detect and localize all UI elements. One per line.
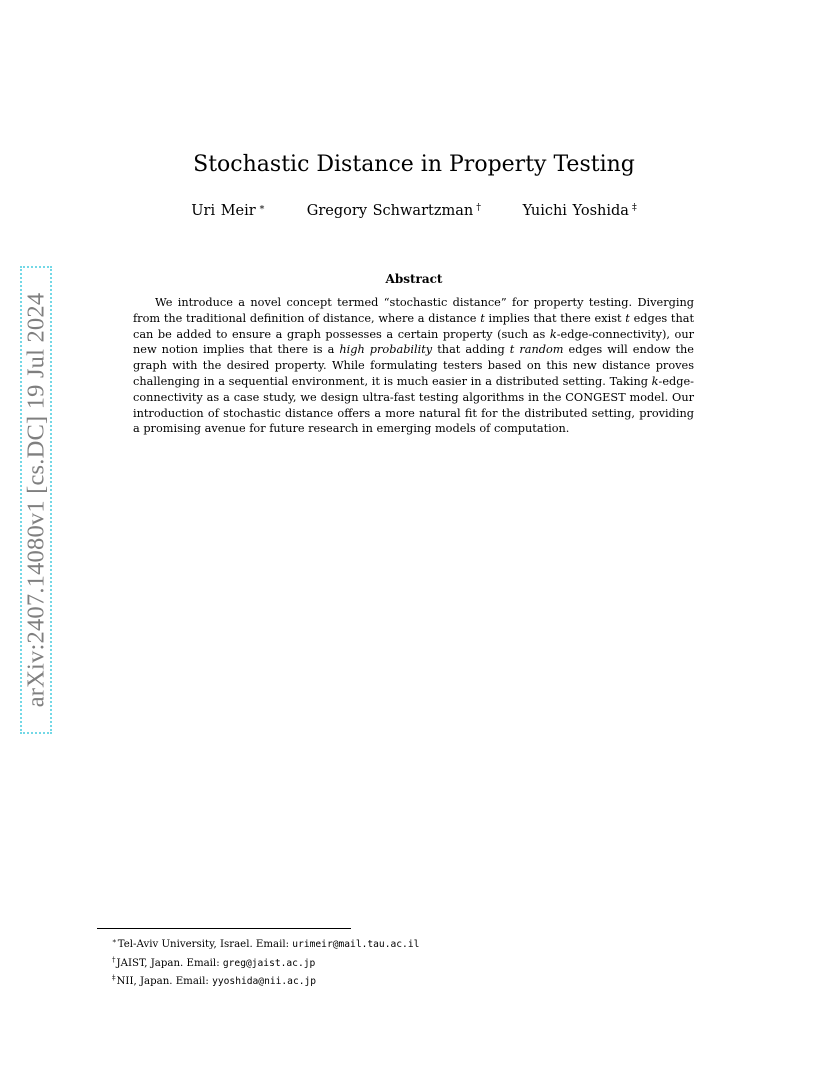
abstract-text: -edge-connectivity as a case study, we design ultra-fast testing algorithms in the CONGEST model. Our introduction of stochastic distance offers a more natural fit for the distributed setting, providing a promising avenue for future research in emerging models of computation.: [133, 374, 694, 436]
abstract-math-var: k: [651, 374, 659, 388]
footnote-1: [112, 934, 419, 953]
abstract-text: edges that can be added to ensure a graph possesses a certain property (such as: [133, 311, 695, 341]
abstract-math-var: t: [480, 311, 485, 325]
abstract-math-var: k: [549, 327, 557, 341]
footnote-2: [112, 953, 419, 972]
abstract-math-var: t: [625, 311, 630, 325]
footnote-mark: ∗: [112, 937, 117, 945]
arxiv-stamp-text: arXiv:2407.14080v1 [cs.DC] 19 Jul 2024: [22, 292, 50, 708]
author-affiliation-mark: ∗: [258, 202, 266, 213]
abstract-heading: Abstract: [385, 272, 443, 286]
abstract-text: We introduce a novel concept termed “stochastic distance” for property testing. Diverging from the traditional definition of distance, where a distance: [133, 296, 694, 325]
abstract-body: [133, 295, 694, 437]
abstract-text: edges will endow the graph with the desired property. While formulating testers based on this new distance proves challenging in a sequential environment, it is much easier in a distributed setting. Taking: [133, 343, 694, 388]
footnotes: [112, 934, 419, 990]
author-2: [307, 198, 481, 221]
footnote-text: Tel-Aviv University, Israel. Email:: [117, 939, 293, 950]
abstract-paragraph: [133, 295, 694, 437]
footnote-mark: ‡: [112, 974, 116, 982]
footnote-3: [112, 971, 419, 990]
abstract-emphasis: high probability: [339, 343, 433, 357]
footnote-mark: †: [112, 955, 116, 964]
author-3: [523, 198, 637, 221]
author-affiliation-mark: †: [476, 202, 481, 213]
paper-title: Stochastic Distance in Property Testing: [193, 152, 635, 177]
footnote-text: NII, Japan. Email:: [116, 976, 213, 987]
author-name: Yuichi Yoshida: [522, 203, 629, 219]
abstract-text: -edge-connectivity), our new notion implies that there is a: [133, 327, 694, 357]
author-name: Gregory Schwartzman: [306, 203, 474, 219]
author-affiliation-mark: ‡: [631, 202, 637, 213]
abstract-text: implies that there exist: [484, 311, 626, 325]
footnote-email[interactable]: greg@jaist.ac.jp: [222, 957, 316, 969]
author-list: [0, 198, 828, 221]
footnote-email[interactable]: yyoshida@nii.ac.jp: [212, 976, 317, 987]
abstract-emphasis: t random: [509, 343, 564, 357]
author-1: [191, 198, 265, 221]
abstract-text: that adding: [432, 343, 510, 357]
author-name: Uri Meir: [191, 203, 256, 219]
footnote-email[interactable]: urimeir@mail.tau.ac.il: [292, 939, 420, 950]
arxiv-stamp: [20, 266, 52, 734]
footnote-divider: [97, 928, 351, 929]
footnote-text: JAIST, Japan. Email:: [116, 957, 223, 969]
